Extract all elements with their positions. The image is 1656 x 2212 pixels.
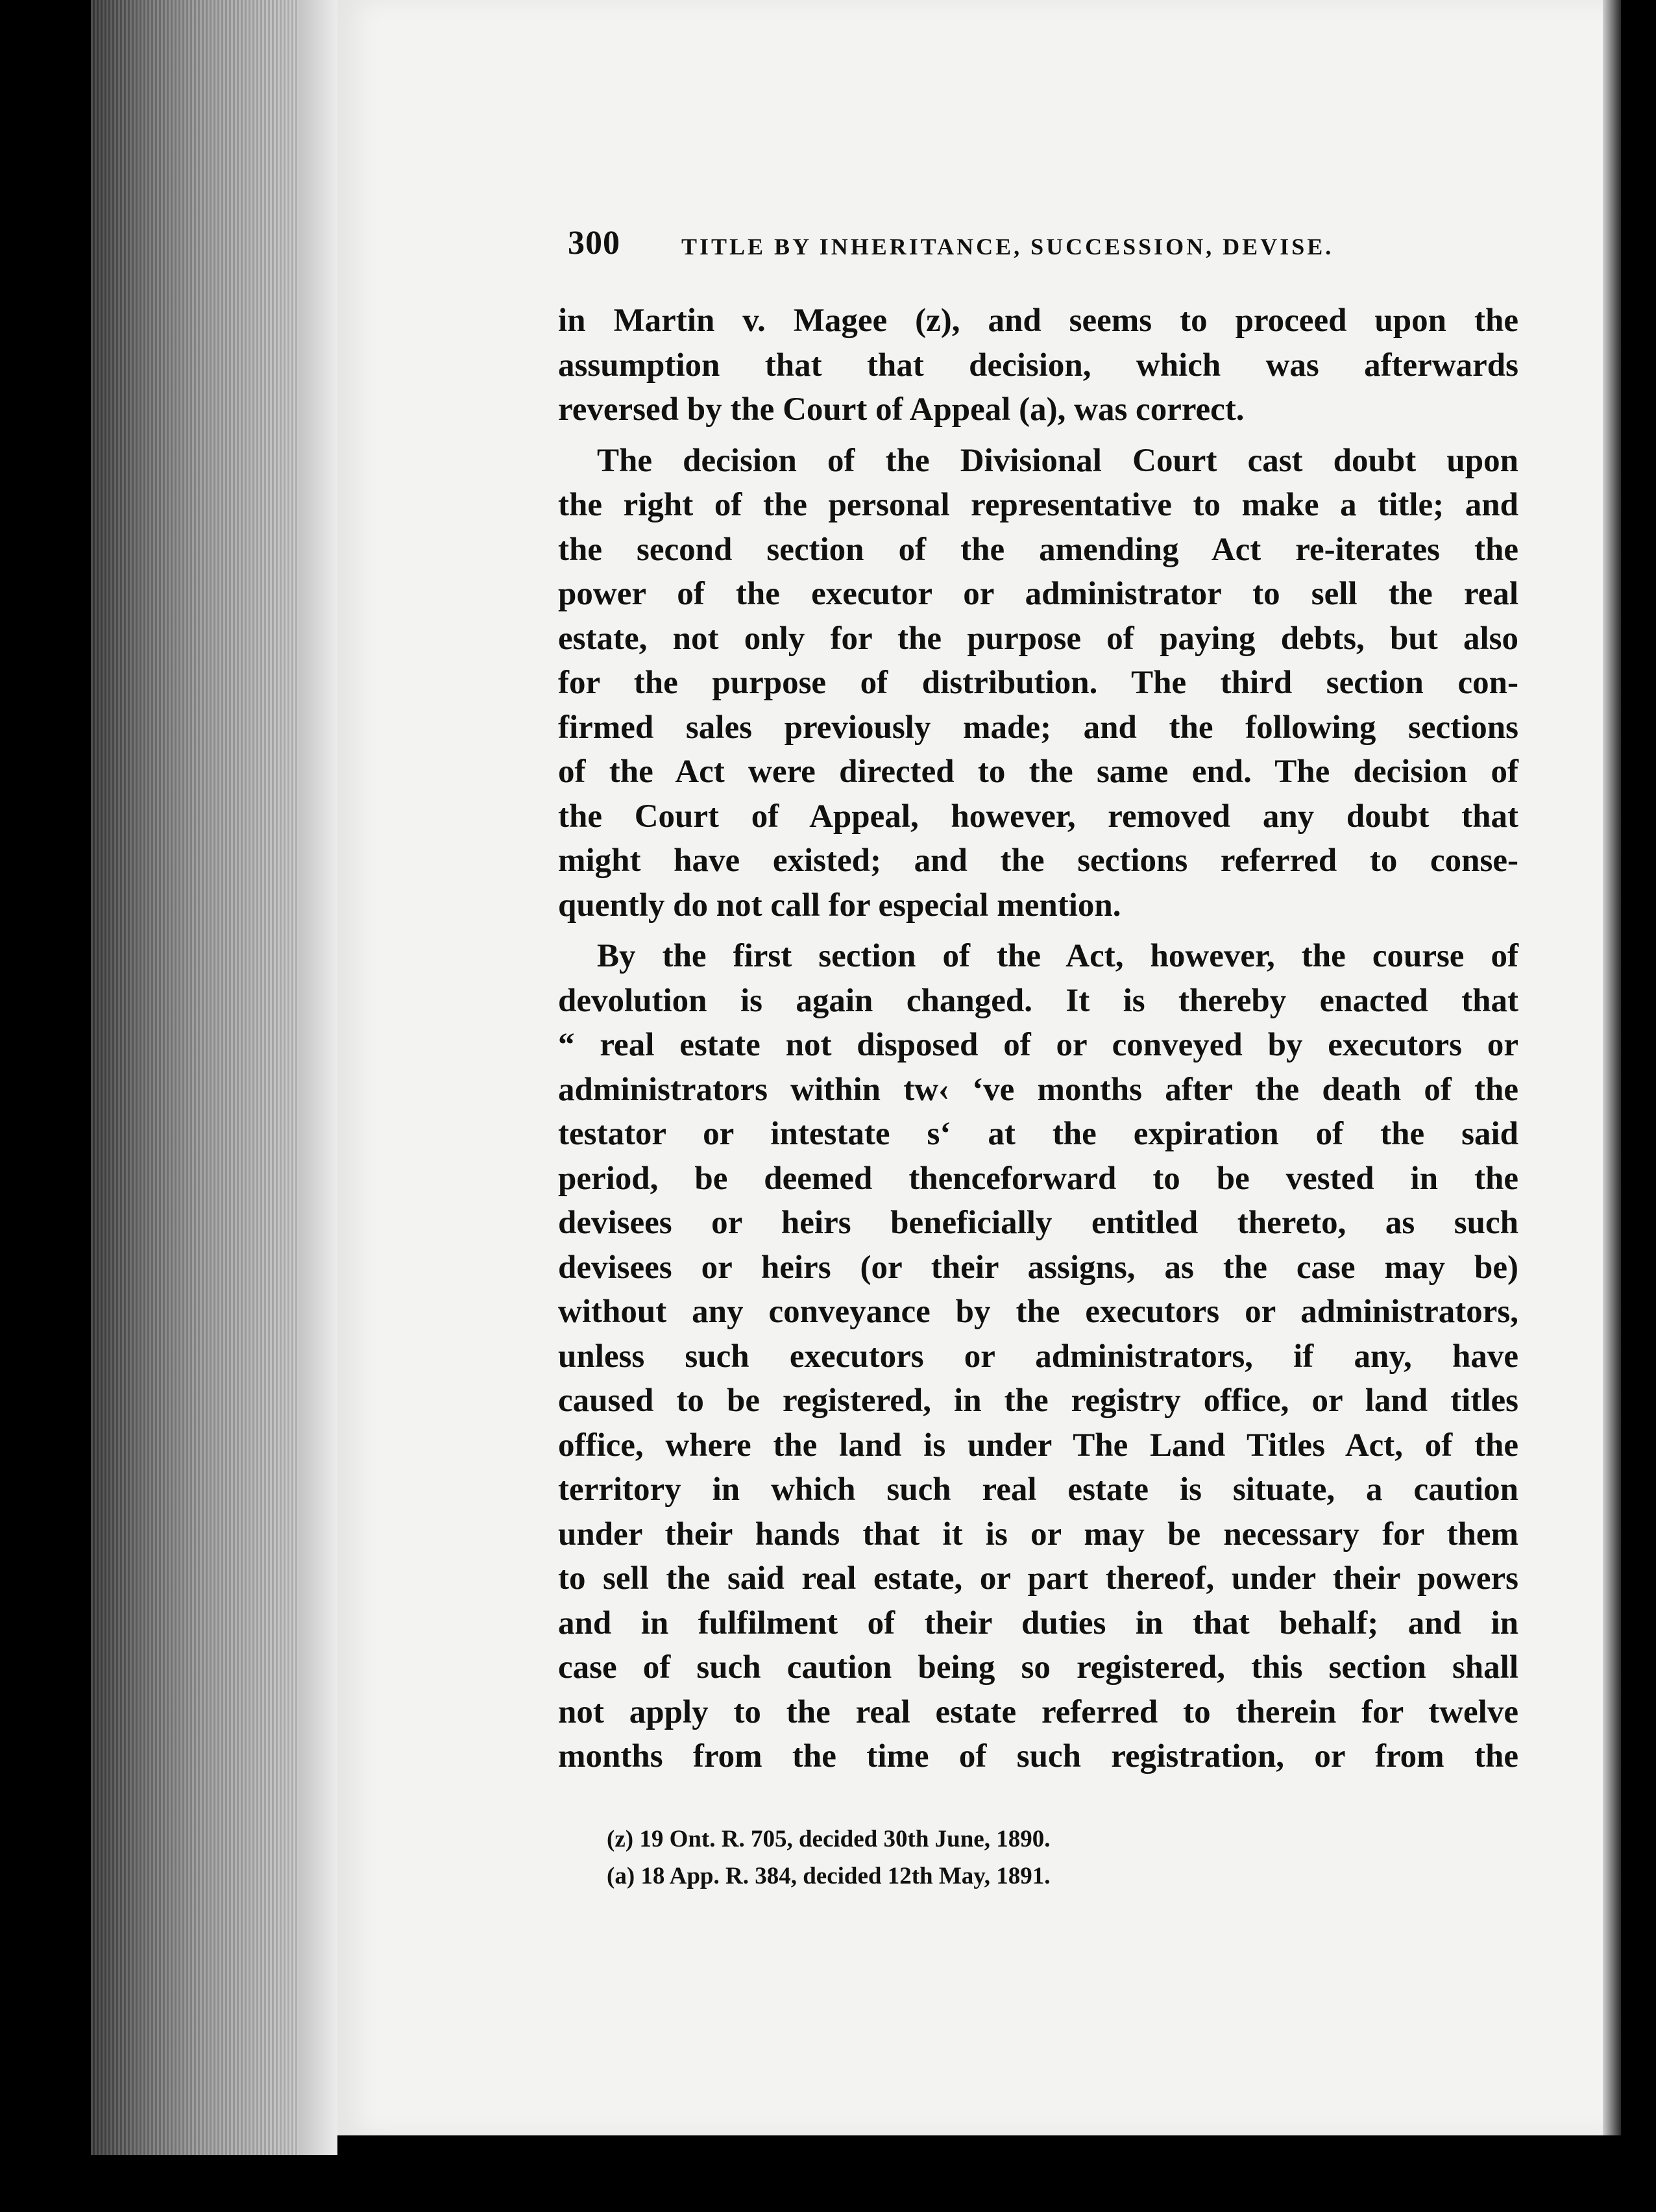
text-line: quently do not call for especial mention. (558, 887, 1121, 924)
text-line: the Court of Appeal, however, removed any doubt that (558, 798, 1518, 835)
text-line: “ real estate not disposed of or conveyed by executors or (558, 1027, 1518, 1063)
text-line: estate, not only for the purpose of paying debts, but also (558, 620, 1518, 657)
text-line: devisees or heirs beneficially entitled thereto, as such (558, 1205, 1518, 1241)
text-line: territory in which such real estate is situate, a caution (558, 1471, 1518, 1508)
text-line: testator or intestate s‘ at the expiration of the said (558, 1116, 1518, 1152)
footnotes (607, 1821, 1515, 1895)
text-line: and in fulfilment of their duties in that behalf; and in (558, 1604, 1518, 1641)
footnote-a: (a) 18 App. R. 384, decided 12th May, 1891. (607, 1863, 1051, 1889)
text-line: devolution is again changed. It is thereby enacted that (558, 982, 1518, 1019)
text-line: might have existed; and the sections referred to conse- (558, 842, 1518, 879)
paragraph-2 (558, 439, 1518, 928)
text-line: to sell the said real estate, or part thereof, under their powers (558, 1560, 1518, 1597)
text-line: for the purpose of distribution. The third section con- (558, 665, 1518, 701)
page-number: 300 (568, 225, 620, 262)
text-line: period, be deemed thenceforward to be vested in the (558, 1160, 1518, 1197)
paragraph-3 (558, 934, 1518, 1779)
text-line: under their hands that it is or may be necessary for them (558, 1516, 1518, 1553)
body-text (558, 299, 1518, 1779)
text-line: power of the executor or administrator to sell the real (558, 576, 1518, 612)
text-line: assumption that that decision, which was afterwards (558, 347, 1518, 384)
text-line: unless such executors or administrators, if any, have (558, 1338, 1518, 1375)
text-line: caused to be registered, in the registry office, or land titles (558, 1382, 1518, 1419)
page-header (568, 224, 1418, 282)
text-line: firmed sales previously made; and the following sections (558, 709, 1518, 746)
text-line: the right of the personal representative to make a title; and (558, 487, 1518, 523)
text-line: administrators within tw‹ ‘ve months after the death of the (558, 1071, 1518, 1108)
text-line: office, where the land is under The Land Titles Act, of the (558, 1427, 1518, 1464)
text-line: without any conveyance by the executors or administrators, (558, 1294, 1518, 1330)
text-line: in Martin v. Magee (z), and seems to proceed upon the (558, 302, 1518, 339)
page-shadow-edge (1603, 0, 1621, 2135)
text-line: not apply to the real estate referred to therein for twelve (558, 1693, 1518, 1730)
running-title: TITLE BY INHERITANCE, SUCCESSION, DEVISE. (681, 234, 1334, 260)
text-line: The decision of the Divisional Court cast doubt upon (597, 442, 1518, 479)
text-line: reversed by the Court of Appeal (a), was correct. (558, 391, 1245, 428)
book-spine-fold (298, 0, 337, 2155)
text-line: months from the time of such registration, or from the (558, 1738, 1518, 1775)
paragraph-1 (558, 299, 1518, 432)
text-line: case of such caution being so registered, this section shall (558, 1649, 1518, 1686)
text-line: devisees or heirs (or their assigns, as the case may be) (558, 1249, 1518, 1286)
text-line: By the first section of the Act, however, the course of (597, 938, 1518, 974)
text-line: the second section of the amending Act re-iterates the (558, 531, 1518, 568)
text-line: of the Act were directed to the same end. The decision of (558, 754, 1518, 790)
footnote-z: (z) 19 Ont. R. 705, decided 30th June, 1890. (607, 1826, 1051, 1852)
